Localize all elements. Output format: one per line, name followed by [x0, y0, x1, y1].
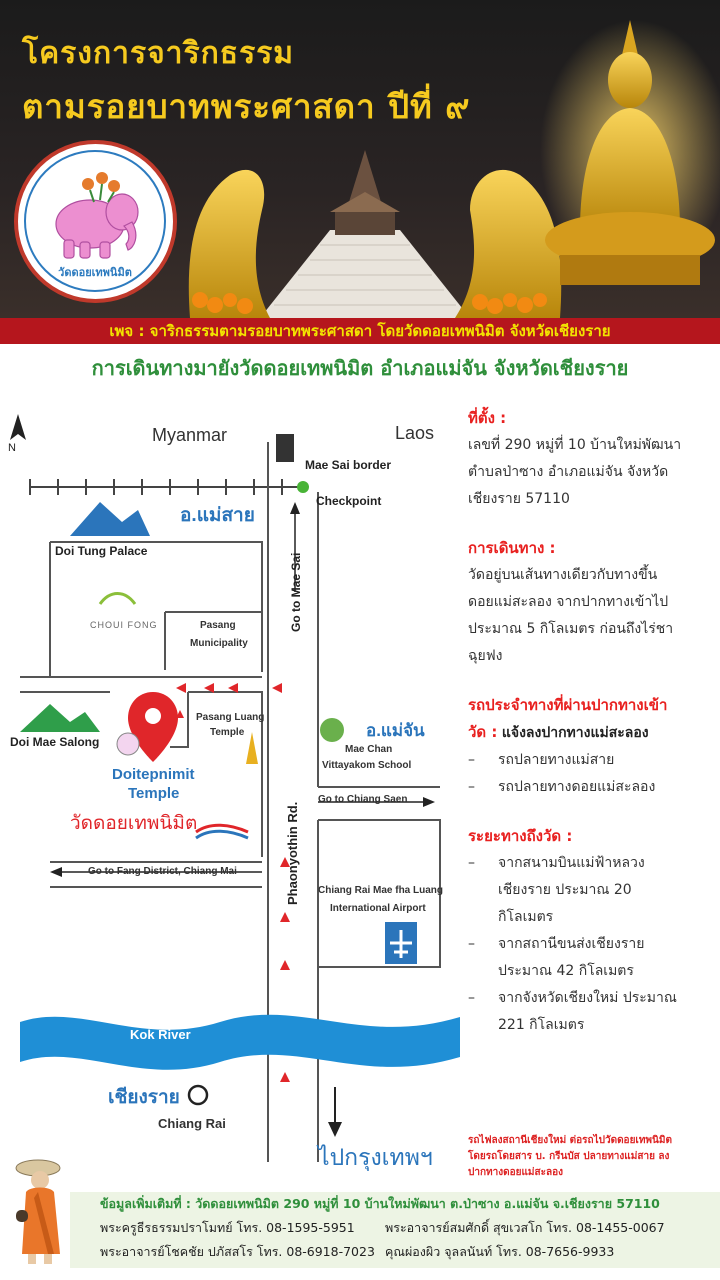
travel-line-4: ฉุยฟง — [468, 648, 503, 664]
amphoe-mae-sai-label: อ.แม่สาย — [180, 505, 255, 526]
info-panel — [468, 405, 713, 1039]
train-note-line-1: รถไฟลงสถานีเชียงใหม่ ต่อรถไปวัดดอยเทพนิมิต — [468, 1135, 672, 1146]
distance-bus-line-1: – จากสถานีขนส่งเชียงราย — [498, 936, 645, 952]
travel-line-3: ประมาณ 5 กิโลเมตร ก่อนถึงไร่ชา — [468, 621, 674, 637]
go-to-chiang-saen-label: Go to Chiang Saen — [318, 794, 408, 805]
laos-label: Laos — [395, 423, 435, 443]
location-line-3: เชียงราย 57110 — [468, 491, 570, 507]
doi-mae-salong-mountain-icon — [20, 704, 100, 732]
distance-heading: ระยะทางถึงวัด : — [468, 827, 573, 845]
temple-mini-logo-icon — [117, 733, 139, 755]
distance-chiang-mai — [468, 985, 713, 1039]
mae-chan-school-label-2: Vittayakom School — [322, 760, 412, 771]
choui-fong-logo-icon — [100, 594, 135, 605]
distance-airport-line-2: เชียงราย ประมาณ 20 — [498, 882, 632, 898]
train-note-line-2: โดยรถโดยสาร บ. กรีนบัส ปลายทางแม่สาย ลง — [468, 1151, 670, 1162]
facebook-page-banner: เพจ : จาริกธรรมตามรอยบาทพระศาสดา โดยวัดดอยเทพนิมิต จังหวัดเชียงราย — [0, 318, 720, 344]
kok-river-shape — [20, 1015, 460, 1070]
svg-text:วัดดอยเทพนิมิต: วัดดอยเทพนิมิต — [58, 266, 132, 279]
myanmar-label: Myanmar — [152, 425, 228, 445]
distance-bus-station — [468, 931, 713, 985]
choui-fong-label: CHOUI FONG — [90, 620, 158, 630]
bus-heading-2: วัด : — [468, 723, 498, 741]
travel-line-1: วัดอยู่บนเส้นทางเดียวกับทางขึ้น — [468, 567, 658, 583]
chiang-rai-city-icon — [189, 1086, 207, 1104]
footer-address: ข้อมูลเพิ่มเติมที่ : วัดดอยเทพนิมิต 290 หมู่ที่ 10 บ้านใหม่พัฒนา ต.ป่าซาง อ.แม่จัน จ.เชียงราย 57110 — [100, 1196, 660, 1211]
contact-4: คุณผ่องผิว จุลลนันท์ โทร. 08-7656-9933 — [385, 1244, 615, 1259]
airport-label-1: Chiang Rai Mae fha Luang — [318, 885, 444, 896]
contact-footer — [70, 1192, 720, 1268]
route-map — [0, 392, 460, 1172]
distance-airport — [468, 850, 713, 931]
mae-sai-border-label: Mae Sai border — [305, 458, 392, 472]
train-note — [468, 1133, 718, 1181]
project-subtitle: ตามรอยบาทพระศาสดา ปีที่ ๙ — [22, 87, 471, 126]
distance-cm-line-2: 221 กิโลเมตร — [498, 1017, 585, 1033]
header-poster — [0, 0, 720, 318]
distance-airport-line-1: – จากสนามบินแม่ฟ้าหลวง — [498, 855, 645, 871]
train-note-line-3: ปากทางดอยแม่สะลอง — [468, 1167, 563, 1178]
mae-chan-school-label-1: Mae Chan — [345, 744, 393, 755]
chiang-rai-label: Chiang Rai — [158, 1116, 226, 1131]
school-icon — [320, 718, 344, 742]
directions-heading: การเดินทางมายังวัดดอยเทพนิมิต อำเภอแม่จัน จังหวัดเชียงราย — [91, 356, 629, 380]
project-title: โครงการจาริกธรรม — [22, 36, 295, 71]
doi-mae-salong-label: Doi Mae Salong — [10, 735, 100, 749]
chiang-rai-thai-label: เชียงราย — [108, 1087, 180, 1108]
location-line-1: เลขที่ 290 หมู่ที่ 10 บ้านใหม่พัฒนา — [468, 437, 682, 453]
doitepnimit-label-1: Doitepnimit — [112, 766, 195, 783]
monk-illustration-icon — [8, 1150, 78, 1270]
travel-line-2: ดอยแม่สะลอง จากปากทางเข้าไป — [468, 594, 669, 610]
bus-heading-1: รถประจำทางที่ผ่านปากทางเข้า — [468, 696, 668, 714]
contact-1: พระครูธีรธรรมปราโมทย์ โทร. 08-1595-5951 — [100, 1220, 355, 1235]
border-gate-icon — [276, 434, 294, 462]
temple-logo — [14, 140, 177, 303]
checkpoint-label: Checkpoint — [316, 494, 382, 508]
go-to-mae-sai-label: Go to Mae Sai — [289, 552, 303, 632]
elephant-logo-icon — [18, 144, 173, 299]
airport-label-2: International Airport — [330, 903, 426, 914]
go-to-fang-label: Go to Fang District, Chiang Mai — [88, 866, 237, 877]
north-label: N — [8, 442, 16, 454]
doi-tung-mountain-icon — [70, 502, 150, 536]
pasang-municipality-label-1: Pasang — [200, 620, 236, 631]
location-heading: ที่ตั้ง : — [468, 409, 507, 427]
distance-bus-line-2: ประมาณ 42 กิโลเมตร — [498, 963, 634, 979]
pasang-luang-label-1: Pasang Luang — [196, 712, 265, 723]
amphoe-mae-chan-label: อ.แม่จัน — [366, 721, 425, 740]
distance-airport-line-3: กิโลเมตร — [498, 909, 554, 925]
pasang-municipality-label-2: Municipality — [190, 638, 248, 649]
north-arrow-icon — [10, 414, 26, 440]
doi-tung-palace-label: Doi Tung Palace — [55, 544, 148, 558]
phaonyothin-road-label: Phaonyothin Rd. — [285, 801, 300, 905]
stupa-icon — [246, 732, 258, 764]
contact-3: พระอาจารย์โชคชัย ปภัสสโร โทร. 08-6918-7023 — [100, 1244, 375, 1259]
wat-doitepnimit-thai-label: วัดดอยเทพนิมิต — [70, 813, 198, 834]
travel-heading: การเดินทาง : — [468, 539, 556, 557]
bus-item-mae-sai: – รถปลายทางแม่สาย — [468, 747, 713, 774]
distance-cm-line-1: – จากจังหวัดเชียงใหม่ ประมาณ — [498, 990, 677, 1006]
pasang-luang-label-2: Temple — [210, 727, 245, 738]
doitepnimit-label-2: Temple — [128, 785, 180, 802]
location-line-2: ตำบลป่าซาง อำเภอแม่จัน จังหวัด — [468, 464, 669, 480]
bus-note: แจ้งลงปากทางแม่สะลอง — [501, 725, 649, 741]
contact-2: พระอาจารย์สมศักดิ์ สุขเวสโก โทร. 08-1455-0067 — [385, 1220, 665, 1235]
kok-river-label: Kok River — [130, 1027, 191, 1042]
to-bangkok-label: ไปกรุงเทพฯ — [318, 1144, 433, 1170]
checkpoint-marker-icon — [297, 481, 309, 493]
bus-item-mae-salong: – รถปลายทางดอยแม่สะลอง — [468, 774, 713, 801]
